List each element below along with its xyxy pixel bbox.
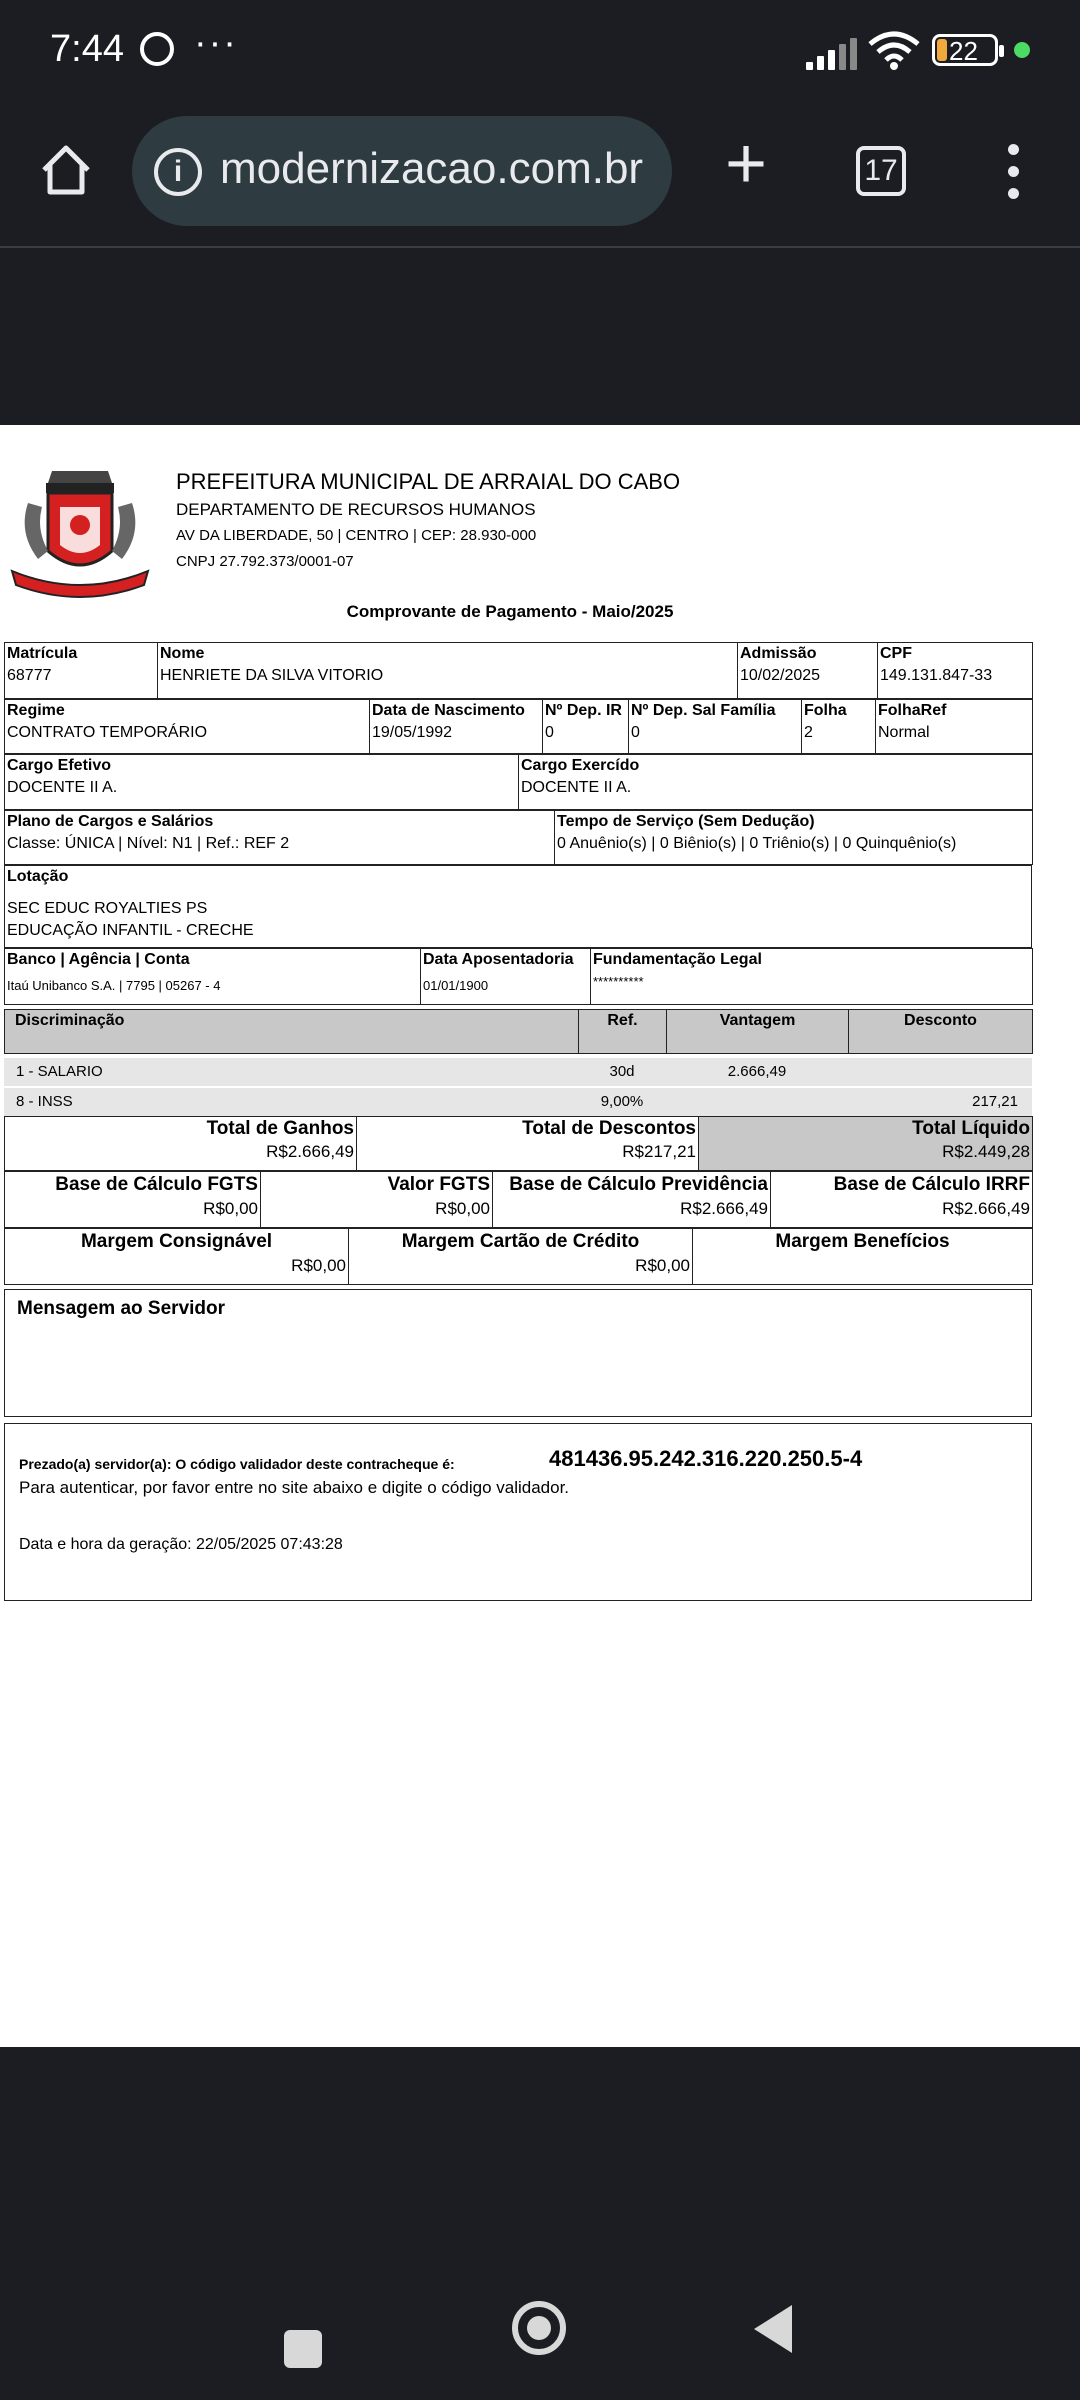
margem-beneficios-cell: Margem Benefícios xyxy=(693,1229,1033,1285)
total-liquido-cell: Total Líquido R$2.449,28 xyxy=(699,1117,1033,1171)
matricula-cell: Matrícula 68777 xyxy=(5,643,158,699)
margem-consignavel-cell: Margem Consignável R$0,00 xyxy=(5,1229,349,1285)
message-label: Mensagem ao Servidor xyxy=(17,1298,226,1319)
table-row xyxy=(4,1058,1032,1086)
wifi-icon xyxy=(868,30,920,70)
cpf-cell: CPF 149.131.847-33 xyxy=(878,643,1033,699)
home-icon[interactable] xyxy=(38,142,94,198)
status-bar xyxy=(0,0,1080,104)
row-desconto xyxy=(848,1058,1032,1086)
url-text[interactable]: modernizacao.com.br xyxy=(220,144,644,193)
cargo-efetivo-cell: Cargo Efetivo DOCENTE II A. xyxy=(5,755,519,810)
clock: 7:44 xyxy=(50,28,124,70)
row-vantagem xyxy=(666,1088,848,1116)
row-ref: 9,00% xyxy=(600,1093,644,1110)
page-title: Comprovante de Pagamento - Maio/2025 xyxy=(346,602,674,621)
margens-table xyxy=(4,1228,1033,1285)
bases-table xyxy=(4,1171,1033,1228)
validation-instruction: Para autenticar, por favor entre no site abaixo e digite o código validador. xyxy=(19,1478,570,1497)
site-info-icon[interactable]: i xyxy=(154,148,202,196)
document-page xyxy=(0,425,1080,2047)
department-name: DEPARTAMENTO DE RECURSOS HUMANOS xyxy=(176,500,536,519)
folharef-cell: FolhaRef Normal xyxy=(876,700,1033,754)
new-tab-button[interactable]: + xyxy=(724,124,768,204)
table-row xyxy=(4,1088,1032,1116)
total-descontos-cell: Total de Descontos R$217,21 xyxy=(357,1117,699,1171)
recents-button[interactable] xyxy=(284,2330,322,2368)
fundamentacao-cell: Fundamentação Legal ********** xyxy=(591,949,1033,1005)
tab-switcher-button[interactable]: 17 xyxy=(856,146,906,196)
base-irrf-cell: Base de Cálculo IRRF R$2.666,49 xyxy=(771,1172,1033,1228)
browser-toolbar xyxy=(0,104,1080,248)
row-desc: 1 - SALARIO xyxy=(16,1063,103,1080)
signal-icon xyxy=(806,36,856,70)
regime-table xyxy=(4,699,1033,754)
col-desconto: Desconto xyxy=(849,1010,1033,1054)
system-nav-bar xyxy=(0,2047,1080,2400)
lotacao-cell: Lotação SEC EDUC ROYALTIES PS EDUCAÇÃO INFANTIL - CRECHE xyxy=(5,866,1032,948)
banco-cell: Banco | Agência | Conta Itaú Unibanco S.A. | 7795 | 05267 - 4 xyxy=(5,949,421,1005)
privacy-indicator-icon xyxy=(1014,42,1030,58)
row-ref: 30d xyxy=(609,1063,635,1080)
regime-cell: Regime CONTRATO TEMPORÁRIO xyxy=(5,700,370,754)
plano-table xyxy=(4,810,1033,865)
nome-cell: Nome HENRIETE DA SILVA VITORIO xyxy=(158,643,738,699)
document-header xyxy=(4,425,1032,625)
banco-table xyxy=(4,948,1033,1005)
cnpj: CNPJ 27.792.373/0001-07 xyxy=(176,553,354,570)
cargo-exercido-cell: Cargo Exercído DOCENTE II A. xyxy=(519,755,1033,810)
row-desconto: 217,21 xyxy=(972,1093,1018,1110)
discriminacao-header xyxy=(4,1009,1033,1054)
battery-level: 22 xyxy=(949,36,978,66)
plano-cell: Plano de Cargos e Salários Classe: ÚNICA | Nível: N1 | Ref.: REF 2 xyxy=(5,811,555,865)
overflow-menu-icon[interactable] xyxy=(1000,144,1028,200)
employee-info-table xyxy=(4,642,1033,699)
aposentadoria-cell: Data Aposentadoria 01/01/1900 xyxy=(421,949,591,1005)
institution-name: PREFEITURA MUNICIPAL DE ARRAIAL DO CABO xyxy=(176,469,681,494)
col-discriminacao: Discriminação xyxy=(5,1010,579,1054)
battery-icon xyxy=(932,34,998,66)
total-ganhos-cell: Total de Ganhos R$2.666,49 xyxy=(5,1117,357,1171)
admissao-cell: Admissão 10/02/2025 xyxy=(738,643,878,699)
home-button[interactable] xyxy=(512,2301,566,2355)
address-bar[interactable] xyxy=(132,116,672,226)
tempo-cell: Tempo de Serviço (Sem Dedução) 0 Anuênio(s) | 0 Biênio(s) | 0 Triênio(s) | 0 Quinquênio(s) xyxy=(555,811,1033,865)
row-vantagem: 2.666,49 xyxy=(727,1063,787,1080)
message-box xyxy=(4,1289,1032,1417)
row-desc: 8 - INSS xyxy=(16,1093,73,1110)
folha-cell: Folha 2 xyxy=(802,700,876,754)
base-previdencia-cell: Base de Cálculo Previdência R$2.666,49 xyxy=(493,1172,771,1228)
nascimento-cell: Data de Nascimento 19/05/1992 xyxy=(370,700,543,754)
coat-of-arms-logo xyxy=(8,463,152,599)
margem-cartao-cell: Margem Cartão de Crédito R$0,00 xyxy=(349,1229,693,1285)
dep-sal-cell: Nº Dep. Sal Família 0 xyxy=(629,700,802,754)
cargo-table xyxy=(4,754,1033,810)
base-fgts-cell: Base de Cálculo FGTS R$0,00 xyxy=(5,1172,261,1228)
back-button[interactable] xyxy=(754,2305,792,2353)
whatsapp-icon xyxy=(140,32,174,66)
col-vantagem: Vantagem xyxy=(667,1010,849,1054)
generation-date: Data e hora da geração: 22/05/2025 07:43:28 xyxy=(19,1536,343,1553)
validation-intro: Prezado(a) servidor(a): O código validador deste contracheque é: xyxy=(19,1456,455,1472)
dep-ir-cell: Nº Dep. IR 0 xyxy=(543,700,629,754)
col-ref: Ref. xyxy=(579,1010,667,1054)
valor-fgts-cell: Valor FGTS R$0,00 xyxy=(261,1172,493,1228)
more-notifications-icon: ··· xyxy=(194,22,238,64)
validation-code: 481436.95.242.316.220.250.5-4 xyxy=(549,1446,863,1471)
validation-box xyxy=(4,1423,1032,1601)
lotacao-table xyxy=(4,865,1032,948)
address: AV DA LIBERDADE, 50 | CENTRO | CEP: 28.930-000 xyxy=(176,527,537,544)
totals-table xyxy=(4,1116,1033,1171)
